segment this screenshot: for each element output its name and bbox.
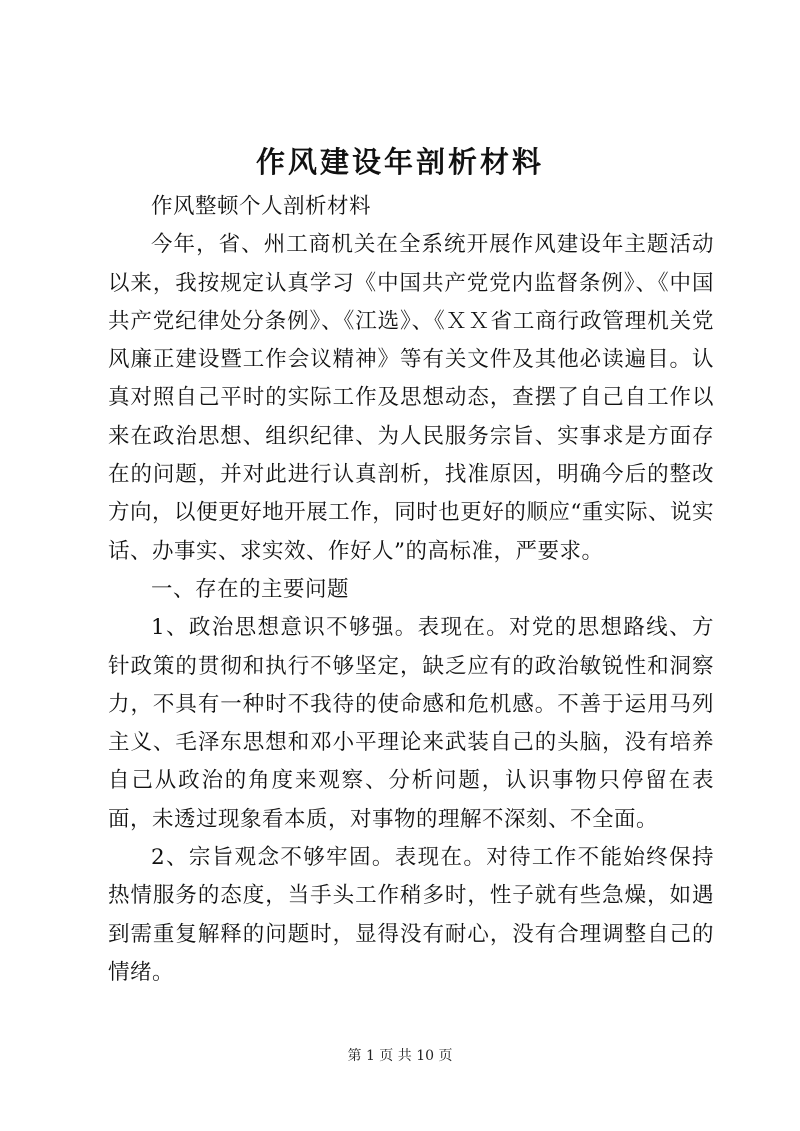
document-body	[108, 188, 714, 992]
paragraph-item-2: 2、宗旨观念不够牢固。表现在。对待工作不能始终保持热情服务的态度，当手头工作稍多时，性子就有些急燥，如遇到需重复解释的问题时，显得没有耐心，没有合理调整自己的情绪。	[108, 845, 714, 985]
paragraph-subtitle: 作风整顿个人剖析材料	[151, 194, 372, 219]
document-title: 作风建设年剖析材料	[255, 145, 544, 179]
paragraph-intro: 今年，省、州工商机关在全系统开展作风建设年主题活动以来，我按规定认真学习《中国共产党党内监督条例》、《中国共产党纪律处分条例》、《江选》、《ＸＸ省工商行政管理机关党风廉正建设暨工作会议精神》等有关文件及其他必读遍目。认真对照自己平时的实际工作及思想动态，查摆了自己自工作以来在政治思想、组织纪律、为人民服务宗旨、实事求是方面存在的问题，并对此进行认真剖析，找准原因，明确今后的整改方向，以便更好地开展工作，同时也更好的顺应“重实际、说实话、办事实、求实效、作好人”的高标准，严要求。	[108, 232, 714, 564]
page-number-footer: 第 1 页 共 10 页	[347, 1048, 453, 1064]
paragraph-item-1: 1、政治思想意识不够强。表现在。对党的思想路线、方针政策的贯彻和执行不够坚定，缺乏应有的政治敏锐性和洞察力，不具有一种时不我待的使命感和危机感。不善于运用马列主义、毛泽东思想和邓小平理论来武装自己的头脑，没有培养自己从政治的角度来观察、分析问题，认识事物只停留在表面，未透过现象看本质，对事物的理解不深刻、不全面。	[108, 615, 714, 832]
section-heading-main-problems: 一、存在的主要问题	[151, 576, 350, 602]
